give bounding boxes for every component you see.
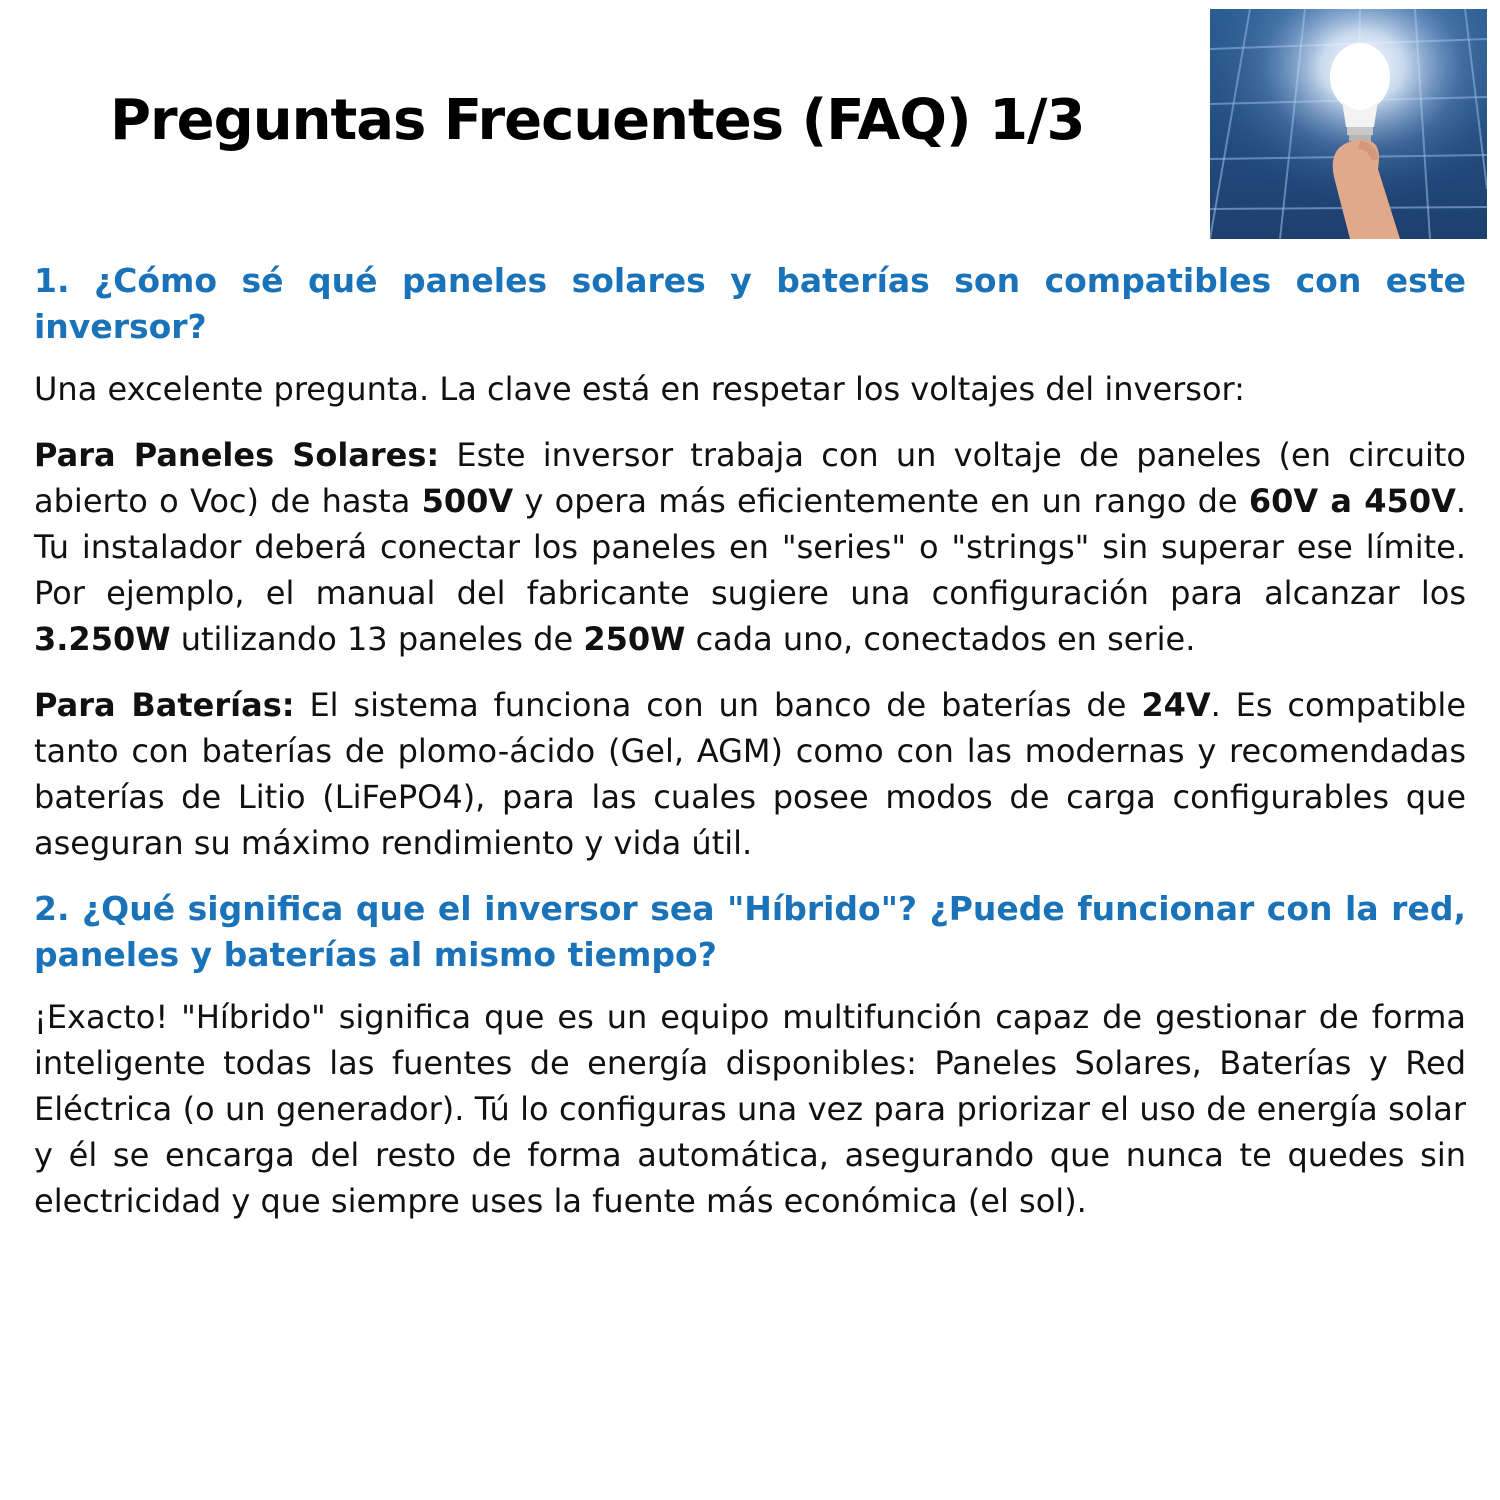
- faq-answer-1-panels: Para Paneles Solares: Este inversor trabaja con un voltaje de paneles (en circuito abierto o Voc) de hasta 500V y opera más eficientemente en un rango de 60V a 450V. Tu instalador deberá conectar los paneles en "series" o "strings" sin superar ese límite. Por ejemplo, el manual del fabricante sugiere una configuración para alcanzar los 3.250W utilizando 13 paneles de 250W cada uno, conectados en serie.: [34, 436, 1467, 658]
- panels-label: Para Paneles Solares:: [34, 436, 440, 474]
- batteries-label: Para Baterías:: [34, 686, 295, 724]
- faq-content: [34, 258, 1466, 1244]
- page-title: Preguntas Frecuentes (FAQ) 1/3: [110, 88, 1085, 153]
- faq-answer-1-batteries: Para Baterías: El sistema funciona con un banco de baterías de 24V. Es compatible tanto con baterías de plomo-ácido (Gel, AGM) como con las modernas y recomendadas baterías de Litio (LiFePO4), para las cuales posee modos de carga configurables que aseguran su máximo rendimiento y vida útil.: [34, 686, 1467, 862]
- faq-question-1: 1. ¿Cómo sé qué paneles solares y baterías son compatibles con este inversor?: [34, 261, 1466, 346]
- faq-answer-2: ¡Exacto! "Híbrido" significa que es un equipo multifunción capaz de gestionar de forma inteligente todas las fuentes de energía disponibles: Paneles Solares, Baterías y Red Eléctrica (o un generador). Tú lo configuras una vez para priorizar el uso de energía solar y él se encarga del resto de forma automática, asegurando que nunca te quedes sin electricidad y que siempre uses la fuente más económica (el sol).: [34, 998, 1466, 1220]
- faq-answer-1-intro: Una excelente pregunta. La clave está en respetar los voltajes del inversor:: [34, 370, 1245, 408]
- faq-question-2: 2. ¿Qué significa que el inversor sea "Híbrido"? ¿Puede funcionar con la red, paneles y baterías al mismo tiempo?: [34, 889, 1466, 974]
- solar-panel-lightbulb-image: [1210, 9, 1487, 239]
